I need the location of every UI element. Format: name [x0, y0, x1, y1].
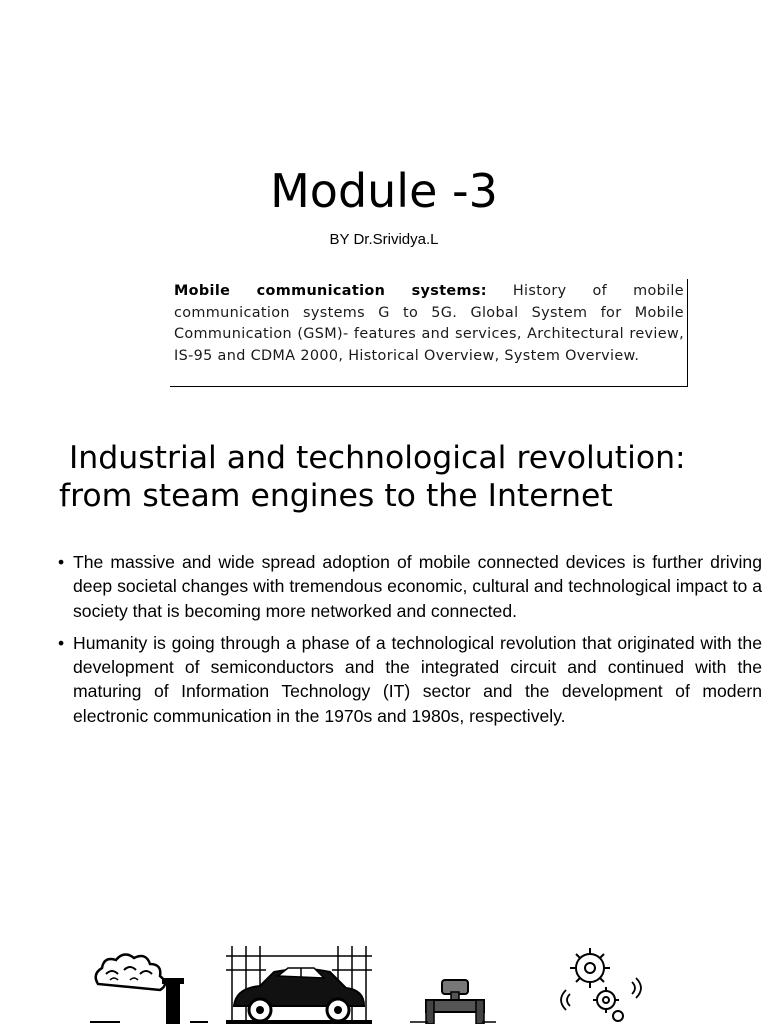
illustration-strip	[0, 930, 768, 1024]
gears-wireless-icon	[560, 944, 644, 1024]
vintage-car-factory-icon	[226, 946, 372, 1024]
syllabus-text	[174, 281, 684, 367]
industrial-robot-arm-icon	[408, 944, 498, 1024]
slide-1	[0, 0, 768, 430]
bullet-item	[58, 631, 762, 728]
bullet-marker: •	[58, 632, 65, 653]
syllabus-bold-lead: Mobile communication systems:	[174, 283, 487, 299]
steam-engine-icon	[80, 944, 210, 1024]
section-heading: Industrial and technological revolution: from steam engines to the Internet	[59, 440, 696, 514]
bullet-text: Humanity is going through a phase of a technological revolution that originated with the development of semiconductors and the integrated circuit and continued with the maturing of Information Technology (IT) sector and the development of modern electronic communication in the 1970s and 1980s, respectively.	[73, 632, 762, 726]
bullet-item	[58, 550, 762, 623]
syllabus-body: History of mobile communication systems G to 5G. Global System for Mobile Communication (GSM)- features and services, Architectural review, IS-95 and CDMA 2000, Historical Overview, System Overview.	[174, 283, 684, 364]
bullet-text: The massive and wide spread adoption of mobile connected devices is further driving deep societal changes with tremendous economic, cultural and technological impact to a society that is becoming more networked and connected.	[73, 552, 762, 621]
author-line: BY Dr.Srividya.L	[329, 231, 439, 248]
bullet-list	[58, 550, 762, 736]
bullet-marker: •	[58, 552, 65, 572]
page-title: Module -3	[270, 164, 498, 218]
